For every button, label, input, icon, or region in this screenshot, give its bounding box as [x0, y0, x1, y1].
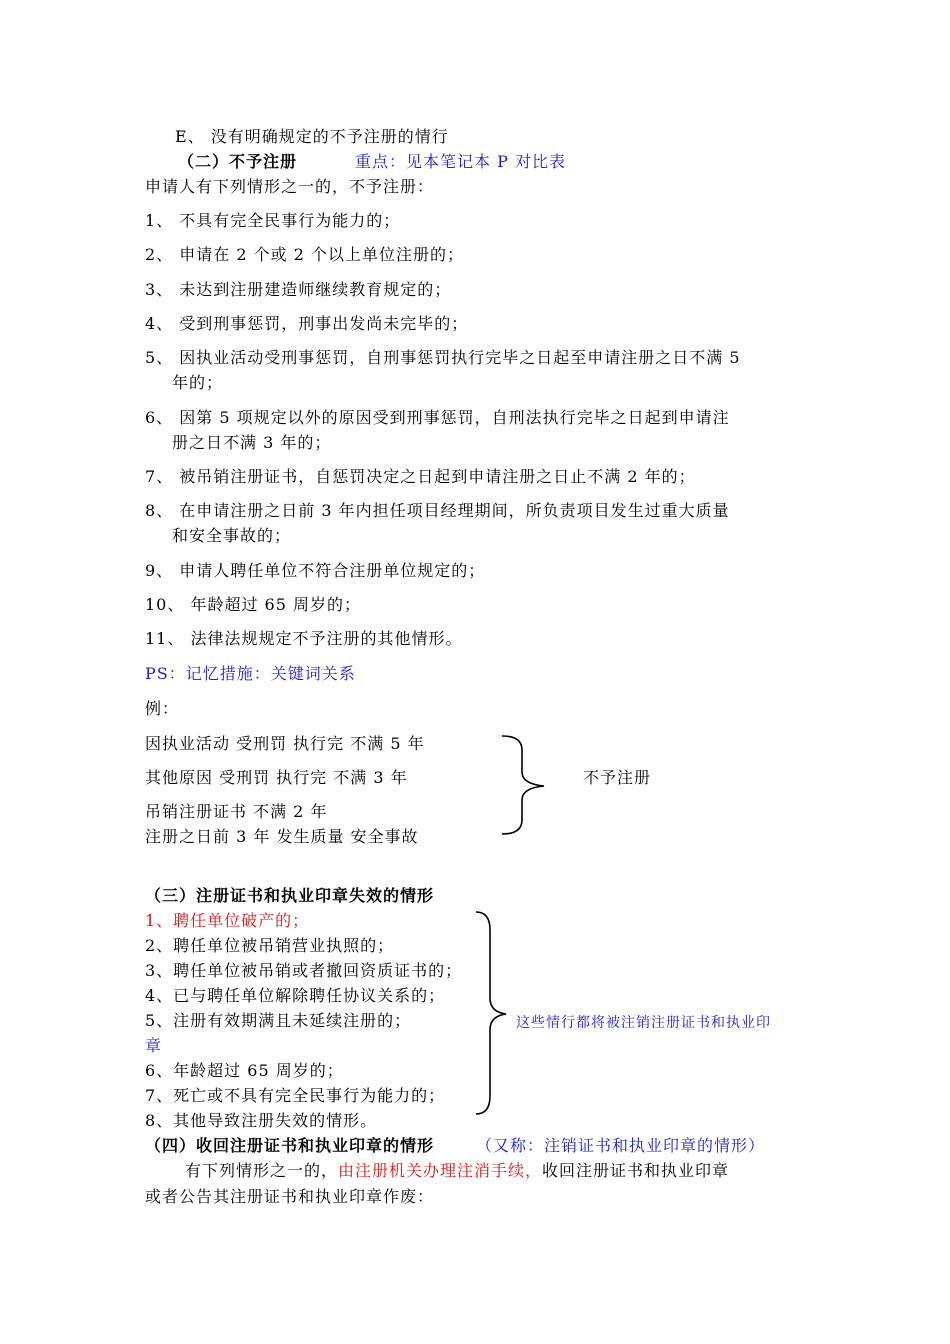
section-4-title-note: （又称：注销证书和执业印章的情形）: [476, 1136, 766, 1155]
ps-note: PS：记忆措施：关键词关系: [145, 664, 356, 683]
example-row: 因执业活动 受刑罚 执行完 不满 5 年: [145, 734, 425, 753]
section-2-note: 重点：见本笔记本 P 对比表: [355, 152, 566, 171]
section-2-intro: 申请人有下列情形之一的，不予注册：: [145, 177, 435, 196]
list-item: 9、 申请人聘任单位不符合注册单位规定的；: [145, 561, 486, 580]
list-item: 8、其他导致注册失效的情形。: [145, 1111, 378, 1130]
brace-note-continuation: 章: [145, 1036, 163, 1055]
list-item: 6、 因第 5 项规定以外的原因受到刑事惩罚，自刑法执行完毕之日起到申请注: [145, 408, 730, 427]
list-item: 6、年龄超过 65 周岁的；: [145, 1061, 344, 1080]
list-item: 1、 不具有完全民事行为能力的；: [145, 211, 401, 230]
list-item: 4、已与聘任单位解除聘任协议关系的；: [145, 986, 446, 1005]
list-item-continuation: 册之日不满 3 年的；: [172, 433, 332, 452]
list-item: 1、聘任单位破产的；: [145, 911, 310, 930]
brace-result: 不予注册: [583, 768, 652, 787]
example-row: 其他原因 受刑罚 执行完 不满 3 年: [145, 768, 408, 787]
list-item: 3、聘任单位被吊销或者撤回资质证书的；: [145, 961, 463, 980]
paragraph-suffix: 收回注册证书和执业印章: [542, 1161, 730, 1180]
list-item: 7、 被吊销注册证书，自惩罚决定之日起到申请注册之日止不满 2 年的；: [145, 467, 696, 486]
example-row: 注册之日前 3 年 发生质量 安全事故: [145, 827, 419, 846]
example-row: 吊销注册证书 不满 2 年: [145, 802, 328, 821]
right-brace: [472, 910, 512, 1116]
section-4-paragraph: [185, 1160, 729, 1182]
list-item: 5、 因执业活动受刑事惩罚，自刑事惩罚执行完毕之日起至申请注册之日不满 5: [145, 348, 741, 367]
right-brace: [498, 734, 554, 836]
item-e: E、 没有明确规定的不予注册的情行: [175, 127, 449, 146]
section-2-title: （二）不予注册: [178, 152, 298, 171]
paragraph-highlight: 由注册机关办理注消手续，: [338, 1161, 543, 1180]
list-item: 4、 受到刑事惩罚，刑事出发尚未完毕的；: [145, 314, 469, 333]
list-item: 11、 法律法规规定不予注册的其他情形。: [145, 629, 463, 648]
list-item-continuation: 年的；: [172, 373, 224, 392]
list-item: 2、聘任单位被吊销营业执照的；: [145, 936, 395, 955]
brace-note: 这些情行都将被注销注册证书和执业印: [516, 1015, 771, 1031]
list-item-continuation: 和安全事故的；: [172, 526, 292, 545]
list-item: 7、死亡或不具有完全民事行为能力的；: [145, 1086, 446, 1105]
section-3-title: （三）注册证书和执业印章失效的情形: [145, 886, 435, 905]
paragraph-prefix: 有下列情形之一的，: [185, 1161, 339, 1180]
list-item: 8、 在申请注册之日前 3 年内担任项目经理期间，所负责项目发生过重大质量: [145, 501, 730, 520]
list-item: 10、 年龄超过 65 周岁的；: [145, 595, 361, 614]
list-item: 3、 未达到注册建造师继续教育规定的；: [145, 280, 452, 299]
list-item: 5、注册有效期满且未延续注册的；: [145, 1011, 412, 1030]
example-label: 例：: [145, 699, 180, 718]
section-4-title: （四）收回注册证书和执业印章的情形: [145, 1136, 435, 1155]
section-4-paragraph-line2: 或者公告其注册证书和执业印章作废：: [145, 1187, 435, 1206]
list-item: 2、 申请在 2 个或 2 个以上单位注册的；: [145, 245, 464, 264]
